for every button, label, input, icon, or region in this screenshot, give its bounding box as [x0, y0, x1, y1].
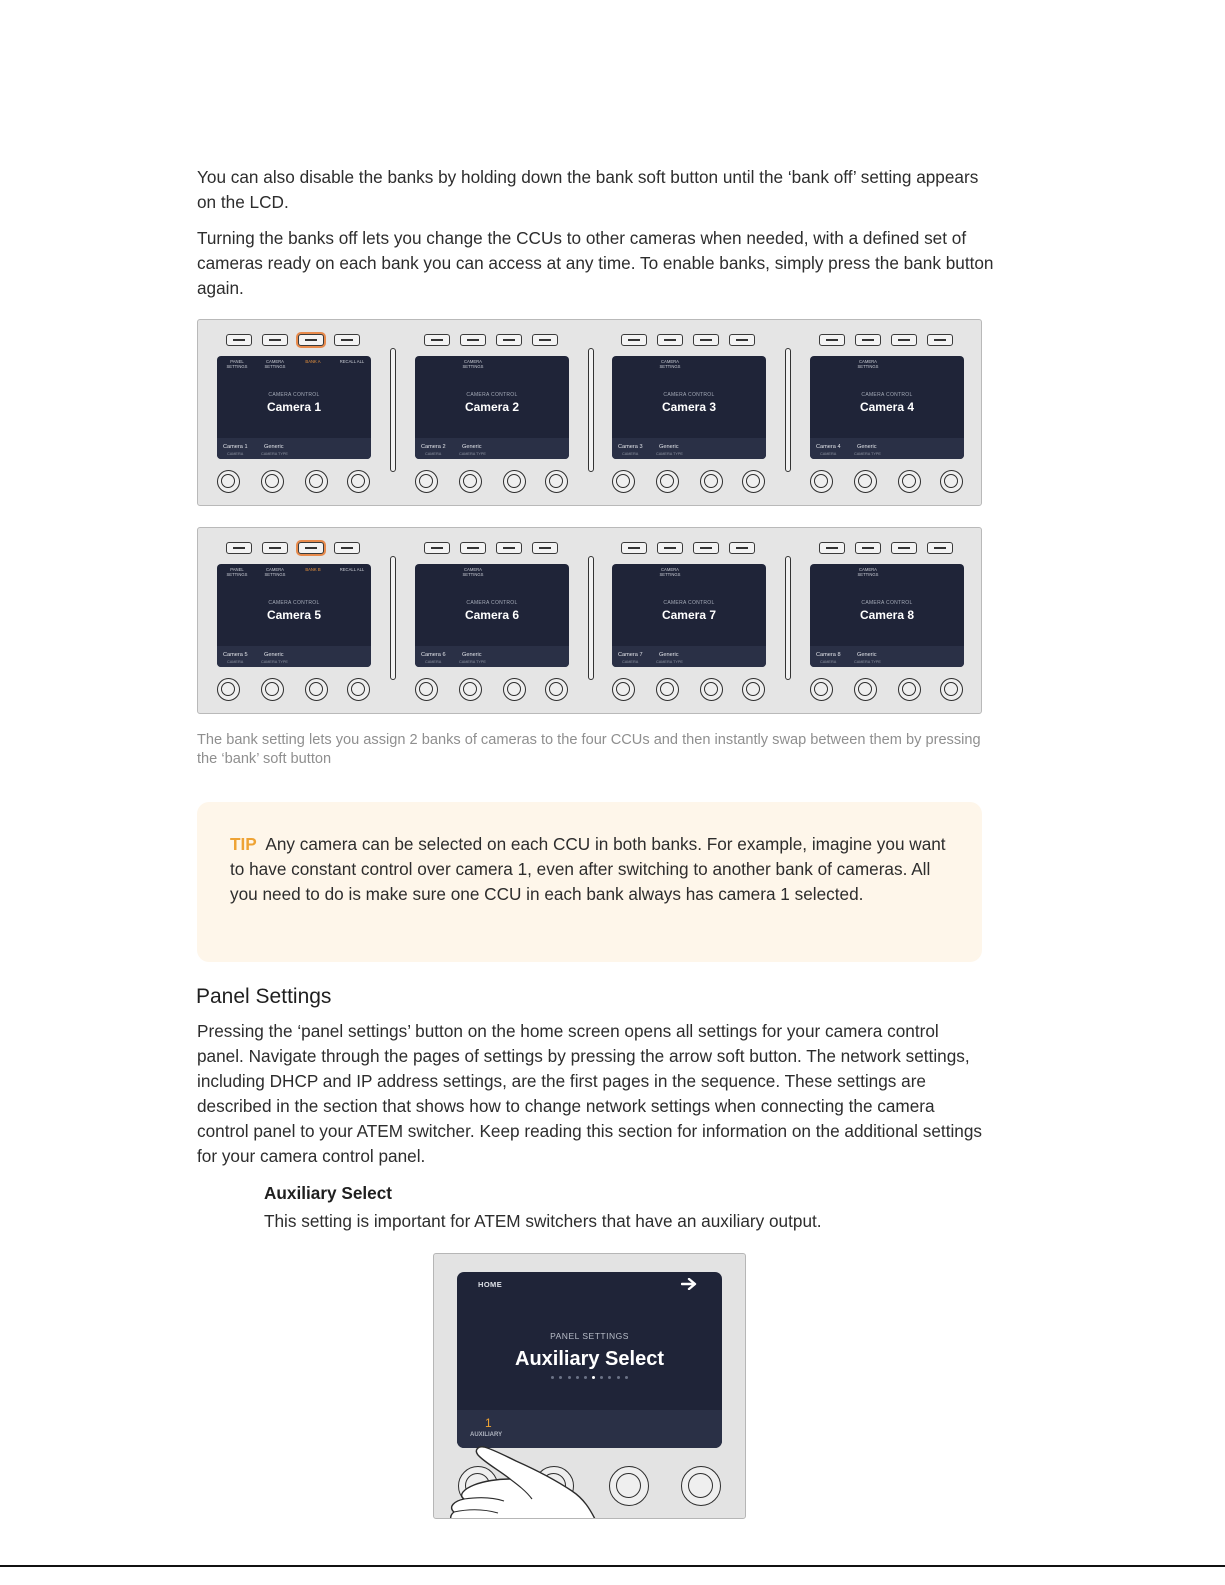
soft-button[interactable]: [496, 542, 522, 554]
soft-button[interactable]: [334, 542, 360, 554]
ccu-knob[interactable]: [656, 470, 679, 493]
footer-type-label: CAMERA TYPE: [459, 660, 486, 664]
section-heading: Panel Settings: [196, 985, 332, 1008]
camera-control-label: CAMERA CONTROL: [861, 392, 913, 398]
page-dot: [559, 1376, 562, 1379]
soft-button[interactable]: [334, 334, 360, 346]
footer-camera-value: Camera 1: [223, 444, 248, 450]
camera-name: Camera 8: [859, 608, 915, 622]
soft-button[interactable]: [855, 334, 881, 346]
page-dot: [576, 1376, 579, 1379]
ccu-lcd: [217, 356, 371, 459]
soft-button[interactable]: [532, 334, 558, 346]
footer-camera-label: CAMERA: [622, 660, 639, 664]
ccu-knob[interactable]: [459, 470, 482, 493]
ccu-knob[interactable]: [217, 678, 240, 701]
footer-type-label: CAMERA TYPE: [261, 660, 288, 664]
section-body: Pressing the ‘panel settings’ button on the home screen opens all settings for your camera control panel. Navigate through the pages of settings by pressing the arrow soft button. The network settings, including DHCP and IP address settings, are the first pages in the sequence. These settings are described in the section that shows how to change network settings when connecting the camera control panel to your ATEM switcher. Keep reading this section for information on the additional settings for your camera control panel.: [197, 1021, 983, 1166]
soft-button[interactable]: [891, 334, 917, 346]
soft-button-label: BANK A: [305, 359, 321, 364]
page-dot: [617, 1376, 620, 1379]
ccu-knob[interactable]: [503, 678, 526, 701]
camera-settings-label: CAMERA SETTINGS: [659, 567, 681, 577]
footer-type-value: Generic: [264, 652, 284, 658]
soft-button[interactable]: [693, 542, 719, 554]
footer-type-label: CAMERA TYPE: [854, 452, 881, 456]
auxiliary-select-title: Auxiliary Select: [515, 1348, 664, 1370]
tip-text: [230, 832, 950, 907]
ccu-lcd: [612, 356, 766, 459]
camera-name: Camera 2: [464, 400, 520, 414]
page-indicator: [457, 1376, 722, 1381]
camera-settings-label: CAMERA SETTINGS: [659, 359, 681, 369]
ccu-knob[interactable]: [612, 678, 635, 701]
soft-button[interactable]: [424, 542, 450, 554]
footer-camera-label: CAMERA: [820, 452, 837, 456]
page-dot: [600, 1376, 603, 1379]
footer-type-label: CAMERA TYPE: [854, 660, 881, 664]
soft-button[interactable]: [460, 542, 486, 554]
ccu-knob[interactable]: [545, 678, 568, 701]
soft-button-label: CAMERA SETTINGS: [264, 567, 286, 577]
ccu-knob[interactable]: [545, 470, 568, 493]
footer-camera-label: CAMERA: [622, 452, 639, 456]
footer-camera-label: CAMERA: [425, 452, 442, 456]
camera-name: Camera 1: [266, 400, 322, 414]
ccu-panel-bank-a: [197, 319, 982, 506]
footer-camera-value: Camera 3: [618, 444, 643, 450]
page-bottom-rule: [0, 1565, 1225, 1567]
page-dot: [551, 1376, 554, 1379]
ccu-lcd: [217, 564, 371, 667]
footer-type-value: Generic: [857, 444, 877, 450]
tip-body: Any camera can be selected on each CCU in both banks. For example, imagine you want to have constant control over camera 1, even after switching to another bank of cameras. All you need to do is make sure one CCU in each bank always has camera 1 selected.: [230, 834, 946, 904]
ccu-knob[interactable]: [810, 470, 833, 493]
soft-button[interactable]: [927, 542, 953, 554]
soft-button-label: RECALL ALL: [339, 359, 365, 364]
footer-camera-value: Camera 7: [618, 652, 643, 658]
ccu-knob[interactable]: [305, 678, 328, 701]
ccu-unit: [198, 320, 394, 507]
ccu-unit: [791, 320, 987, 507]
ccu-knob[interactable]: [305, 470, 328, 493]
auxiliary-value: 1: [485, 1416, 492, 1430]
ccu-knob[interactable]: [503, 470, 526, 493]
footer-type-label: CAMERA TYPE: [656, 452, 683, 456]
camera-control-label: CAMERA CONTROL: [663, 392, 715, 398]
ccu-knob[interactable]: [854, 470, 877, 493]
ccu-knob[interactable]: [700, 470, 723, 493]
ccu-unit: [198, 528, 394, 715]
subsection-heading: Auxiliary Select: [264, 1183, 393, 1203]
footer-camera-value: Camera 6: [421, 652, 446, 658]
ccu-unit: [396, 528, 592, 715]
arrow-right-icon: [681, 1278, 697, 1290]
camera-control-label: CAMERA CONTROL: [861, 600, 913, 606]
soft-button-label: PANEL SETTINGS: [226, 359, 248, 369]
ccu-lcd: [810, 356, 964, 459]
footer-type-value: Generic: [659, 652, 679, 658]
knob-3[interactable]: [609, 1466, 649, 1506]
camera-name: Camera 6: [464, 608, 520, 622]
soft-button-label: CAMERA SETTINGS: [264, 359, 286, 369]
ccu-knob[interactable]: [700, 678, 723, 701]
intro-paragraph-2: Turning the banks off lets you change the CCUs to other cameras when needed, with a defined set of cameras ready on each bank you can access at any time. To enable banks, simply press the bank button again.: [197, 228, 994, 298]
soft-button[interactable]: [621, 334, 647, 346]
page-dot: [625, 1376, 628, 1379]
auxiliary-select-panel: [433, 1253, 746, 1519]
camera-name: Camera 3: [661, 400, 717, 414]
soft-button[interactable]: [496, 334, 522, 346]
page-dot-active: [592, 1376, 595, 1379]
footer-camera-value: Camera 4: [816, 444, 841, 450]
soft-button[interactable]: [855, 542, 881, 554]
camera-control-label: CAMERA CONTROL: [466, 392, 518, 398]
footer-type-value: Generic: [857, 652, 877, 658]
camera-settings-label: CAMERA SETTINGS: [462, 567, 484, 577]
footer-type-label: CAMERA TYPE: [459, 452, 486, 456]
soft-button[interactable]: [657, 334, 683, 346]
camera-control-label: CAMERA CONTROL: [268, 392, 320, 398]
tip-box: [197, 802, 982, 962]
soft-button[interactable]: [298, 334, 324, 346]
soft-button[interactable]: [729, 334, 755, 346]
soft-button[interactable]: [262, 334, 288, 346]
ccu-unit: [593, 320, 789, 507]
ccu-knob[interactable]: [261, 678, 284, 701]
ccu-knob[interactable]: [898, 470, 921, 493]
soft-button[interactable]: [693, 334, 719, 346]
camera-settings-label: CAMERA SETTINGS: [462, 359, 484, 369]
soft-button[interactable]: [424, 334, 450, 346]
ccu-knob[interactable]: [347, 678, 370, 701]
soft-button-label: PANEL SETTINGS: [226, 567, 248, 577]
page-dot: [568, 1376, 571, 1379]
tip-label: TIP: [230, 834, 257, 854]
ccu-knob[interactable]: [742, 470, 765, 493]
footer-camera-label: CAMERA: [820, 660, 837, 664]
panel-settings-label: PANEL SETTINGS: [550, 1331, 629, 1341]
soft-button[interactable]: [460, 334, 486, 346]
ccu-knob[interactable]: [415, 678, 438, 701]
soft-button[interactable]: [927, 334, 953, 346]
soft-button[interactable]: [729, 542, 755, 554]
soft-button[interactable]: [819, 542, 845, 554]
ccu-knob[interactable]: [810, 678, 833, 701]
soft-button[interactable]: [819, 334, 845, 346]
camera-settings-label: CAMERA SETTINGS: [857, 567, 879, 577]
camera-name: Camera 5: [266, 608, 322, 622]
camera-control-label: CAMERA CONTROL: [466, 600, 518, 606]
ccu-unit: [593, 528, 789, 715]
ccu-unit: [791, 528, 987, 715]
ccu-lcd: [415, 356, 569, 459]
knob-4[interactable]: [681, 1466, 721, 1506]
footer-type-value: Generic: [462, 444, 482, 450]
ccu-lcd: [415, 564, 569, 667]
ccu-panel-bank-b: [197, 527, 982, 714]
camera-name: Camera 7: [661, 608, 717, 622]
footer-type-label: CAMERA TYPE: [261, 452, 288, 456]
ccu-knob[interactable]: [261, 470, 284, 493]
soft-button[interactable]: [226, 542, 252, 554]
soft-button-label: BANK B: [305, 567, 321, 572]
footer-type-label: CAMERA TYPE: [656, 660, 683, 664]
ccu-knob[interactable]: [217, 470, 240, 493]
camera-name: Camera 4: [859, 400, 915, 414]
soft-button[interactable]: [298, 542, 324, 554]
footer-camera-value: Camera 8: [816, 652, 841, 658]
ccu-knob[interactable]: [940, 470, 963, 493]
ccu-unit: [396, 320, 592, 507]
soft-button[interactable]: [621, 542, 647, 554]
camera-control-label: CAMERA CONTROL: [268, 600, 320, 606]
ccu-knob[interactable]: [898, 678, 921, 701]
footer-camera-label: CAMERA: [227, 660, 244, 664]
page-dot: [584, 1376, 587, 1379]
ccu-lcd: [810, 564, 964, 667]
home-label: HOME: [478, 1280, 503, 1289]
auxiliary-select-lcd: [457, 1272, 722, 1448]
ccu-knob[interactable]: [940, 678, 963, 701]
soft-button[interactable]: [226, 334, 252, 346]
footer-camera-label: CAMERA: [227, 452, 244, 456]
ccu-knob[interactable]: [415, 470, 438, 493]
ccu-knob[interactable]: [656, 678, 679, 701]
footer-camera-label: CAMERA: [425, 660, 442, 664]
footer-camera-value: Camera 5: [223, 652, 248, 658]
footer-type-value: Generic: [264, 444, 284, 450]
ccu-knob[interactable]: [854, 678, 877, 701]
page-dot: [608, 1376, 611, 1379]
figure-caption: The bank setting lets you assign 2 banks of cameras to the four CCUs and then instantly swap between them by pressing the ‘bank’ soft button: [197, 732, 981, 767]
auxiliary-value-label: AUXILIARY: [470, 1432, 503, 1438]
soft-button-label: RECALL ALL: [339, 567, 365, 572]
soft-button[interactable]: [657, 542, 683, 554]
footer-type-value: Generic: [462, 652, 482, 658]
ccu-knob[interactable]: [459, 678, 482, 701]
ccu-knob[interactable]: [347, 470, 370, 493]
ccu-knob[interactable]: [612, 470, 635, 493]
soft-button[interactable]: [891, 542, 917, 554]
camera-control-label: CAMERA CONTROL: [663, 600, 715, 606]
ccu-knob[interactable]: [742, 678, 765, 701]
footer-camera-value: Camera 2: [421, 444, 446, 450]
soft-button[interactable]: [262, 542, 288, 554]
footer-type-value: Generic: [659, 444, 679, 450]
camera-settings-label: CAMERA SETTINGS: [857, 359, 879, 369]
hand-illustration: [444, 1439, 604, 1519]
ccu-lcd: [612, 564, 766, 667]
subsection-body: This setting is important for ATEM switchers that have an auxiliary output.: [264, 1211, 822, 1231]
soft-button[interactable]: [532, 542, 558, 554]
intro-paragraph-1: You can also disable the banks by holding down the bank soft button until the ‘bank off’ setting appears on the LCD.: [197, 167, 979, 212]
